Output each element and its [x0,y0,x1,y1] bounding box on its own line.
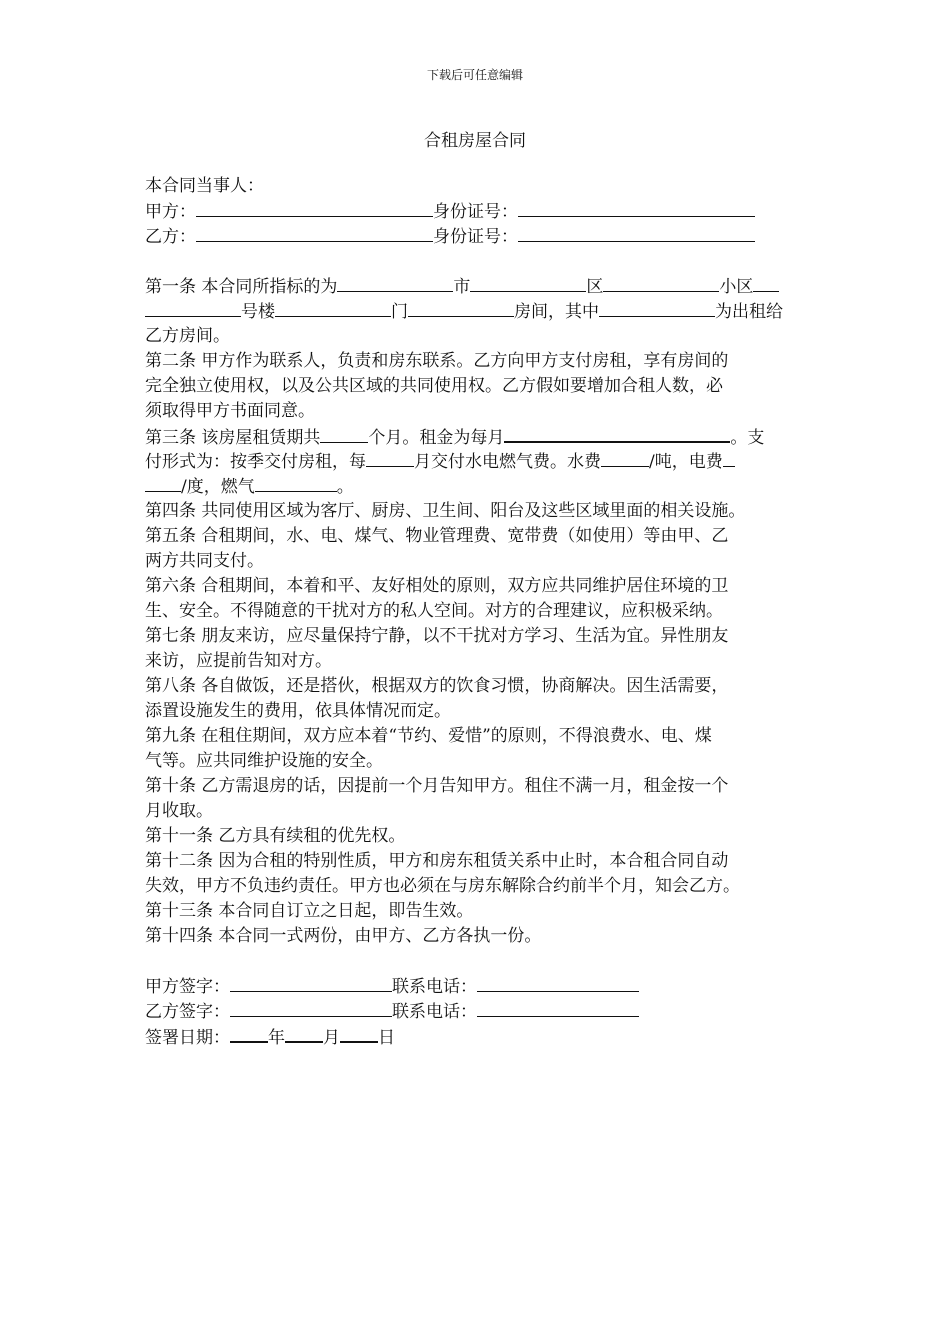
months-label: 个月。租金为每月 [368,428,505,448]
per-kwh-label: /度，燃气 [181,477,255,497]
party-b-label: 乙方： [145,227,196,247]
month-label: 月 [323,1028,340,1048]
clause-2-line-1: 第二条 甲方作为联系人，负责和房东联系。乙方向甲方支付房租，享有房间的 [145,351,729,371]
party-b-signature-blank[interactable] [230,999,392,1017]
party-a-name-blank[interactable] [196,199,433,217]
clause-1-line-2 [145,299,810,324]
clause-line: 气等。应共同维护设施的安全。 [145,751,383,771]
clause-line: 第九条 在租住期间，双方应本着“节约、爱惜”的原则，不得浪费水、电、煤 [145,726,712,746]
district-blank[interactable] [470,274,586,292]
clause-line: 第十三条 本合同自订立之日起，即告生效。 [145,901,474,921]
clause-line: 添置设施发生的费用，依具体情况而定。 [145,701,451,721]
month-blank[interactable] [285,1024,323,1043]
lease-to-label: 为出租给 [715,302,783,322]
clause-line: 第十一条 乙方具有续租的优先权。 [145,826,406,846]
signature-b-line [145,999,810,1024]
per-ton-label: /吨，电费 [649,452,723,472]
community-label: 小区 [719,277,754,297]
electric-fee-blank-cont[interactable] [145,474,181,492]
door-label: 门 [391,302,408,322]
header-note: 下载后可任意编辑 [426,68,523,82]
door-blank[interactable] [275,299,391,317]
utility-period-blank[interactable] [366,449,414,467]
clause-line: 第十二条 因为合租的特别性质，甲方和房东租赁关系中止时，本合租合同自动 [145,851,729,871]
party-b-id-label: 身份证号： [433,227,518,247]
community-blank[interactable] [603,274,719,292]
clause-3-line-3 [145,474,810,499]
party-b-phone-label: 联系电话： [392,1002,477,1022]
monthly-rent-blank[interactable] [504,424,730,443]
clause-line: 生、安全。不得随意的干扰对方的私人空间。对方的合理建议，应积极采纳。 [145,601,723,621]
clause-2-line-3: 须取得甲方书面同意。 [145,401,315,421]
party-b-phone-blank[interactable] [477,999,639,1017]
water-fee-label: 月交付水电燃气费。水费 [414,452,601,472]
clause-2-line-2: 完全独立使用权，以及公共区域的共同使用权。乙方假如要增加合租人数，必 [145,376,723,396]
party-b-id-blank[interactable] [518,224,755,242]
clause-line: 第四条 共同使用区域为客厅、厨房、卫生间、阳台及这些区域里面的相关设施。 [145,501,746,521]
signature-a-line [145,974,810,999]
clause-line: 第五条 合租期间，水、电、煤气、物业管理费、宽带费（如使用）等由甲、乙 [145,526,729,546]
parties-intro: 本合同当事人： [145,176,264,196]
party-a-id-blank[interactable] [518,199,755,217]
sign-date-line [145,1024,810,1049]
sign-date-label: 签署日期： [145,1028,230,1048]
room-blank[interactable] [408,299,514,317]
clause-1-line-3: 乙方房间。 [145,326,230,346]
clause-line: 第十四条 本合同一式两份，由甲方、乙方各执一份。 [145,926,542,946]
lease-months-blank[interactable] [320,425,368,443]
clause-line: 两方共同支付。 [145,551,264,571]
contract-body [145,174,810,1049]
clause-3-line-1 [145,424,810,449]
building-blank[interactable] [145,299,241,317]
party-b-signature-label: 乙方签字： [145,1002,230,1022]
room-label: 房间，其中 [514,302,599,322]
clause-line: 第十条 乙方需退房的话，因提前一个月告知甲方。租住不满一月，租金按一个 [145,776,729,796]
clause-1-line-1 [145,274,810,299]
year-blank[interactable] [230,1024,268,1043]
clause-line: 第六条 合租期间，本着和平、友好相处的原则，双方应共同维护居住环境的卫 [145,576,729,596]
party-a-signature-label: 甲方签字： [145,977,230,997]
building-label: 号楼 [241,302,275,322]
party-a-signature-blank[interactable] [230,974,392,992]
party-b-name-blank[interactable] [196,224,433,242]
party-a-label: 甲方： [145,202,196,222]
clause-line: 第八条 各自做饭，还是搭伙，根据双方的饮食习惯，协商解决。因生活需要， [145,676,729,696]
gas-fee-blank[interactable] [255,474,337,492]
clause-line: 月收取。 [145,801,213,821]
clause-3-text: 第三条 该房屋租赁期共 [145,428,321,448]
electric-fee-blank[interactable] [723,449,735,467]
day-blank[interactable] [340,1024,378,1043]
district-label: 区 [586,277,604,297]
community-after-blank[interactable] [753,274,779,292]
party-b-line [145,224,810,249]
pay-end-label: 。支 [730,428,765,448]
clause-3-end: 。 [336,477,354,497]
day-label: 日 [378,1028,395,1048]
clause-line: 失效，甲方不负违约责任。甲方也必须在与房东解除合约前半个月，知会乙方。 [145,876,740,896]
page-title: 合租房屋合同 [424,131,526,151]
party-a-line [145,199,810,224]
clause-line: 来访，应提前告知对方。 [145,651,332,671]
party-a-phone-blank[interactable] [477,974,639,992]
payment-terms-text: 付形式为：按季交付房租，每 [145,452,366,472]
water-fee-blank[interactable] [601,449,649,467]
clause-3-line-2 [145,449,810,474]
clause-line: 第七条 朋友来访，应尽量保持宁静，以不干扰对方学习、生活为宜。异性朋友 [145,626,729,646]
party-a-id-label: 身份证号： [433,202,518,222]
city-blank[interactable] [337,274,453,292]
year-label: 年 [268,1028,285,1048]
city-label: 市 [453,277,471,297]
lease-room-blank[interactable] [599,299,715,317]
party-a-phone-label: 联系电话： [392,977,477,997]
clause-1-text: 第一条 本合同所指标的为 [145,277,338,297]
